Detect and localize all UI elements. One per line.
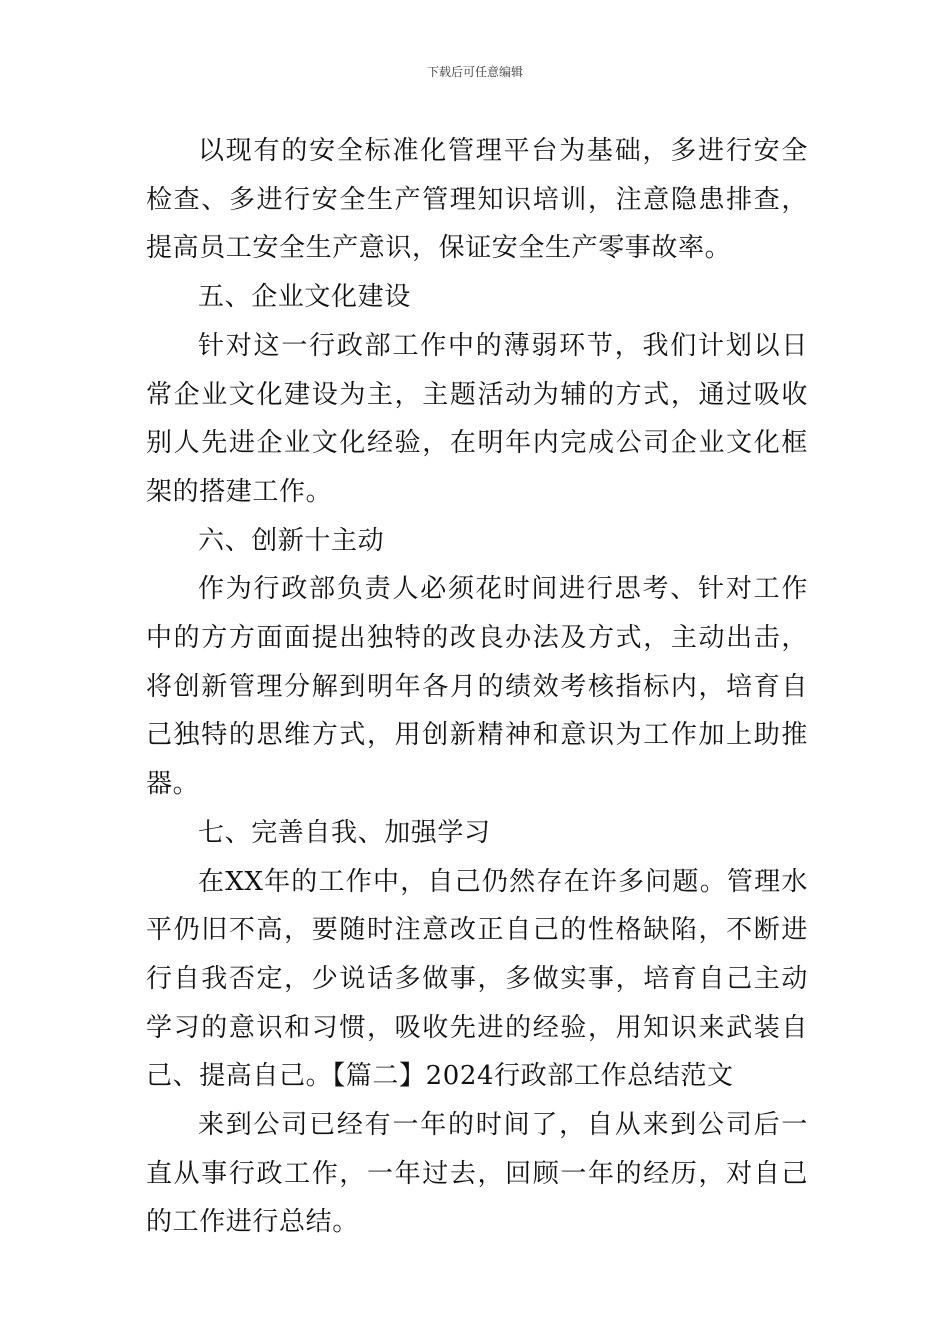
paragraph-culture: 针对这一行政部工作中的薄弱环节，我们计划以日常企业文化建设为主，主题活动为辅的方式，通过吸收别人先进企业文化经验，在明年内完成公司企业文化框架的搭建工作。 xyxy=(146,330,808,507)
page-header: 下载后可任意编辑 xyxy=(426,65,523,79)
paragraph-self-improvement: 在XX年的工作中，自己仍然存在许多问题。管理水平仍旧不高，要随时注意改正自己的性格缺陷，不断进行自我否定，少说话多做事，多做实事，培育自己主动学习的意识和习惯，吸收先进的经验，用知识来武装自己、提高自己。【篇二】2024行政部工作总结范文 xyxy=(146,866,808,1092)
document-body xyxy=(146,127,808,1247)
heading-innovation: 六、创新十主动 xyxy=(198,525,385,556)
heading-self-improvement: 七、完善自我、加强学习 xyxy=(198,817,491,848)
heading-culture: 五、企业文化建设 xyxy=(198,282,411,313)
paragraph-innovation: 作为行政部负责人必须花时间进行思考、针对工作中的方方面面提出独特的改良办法及方式，主动出击，将创新管理分解到明年各月的绩效考核指标内，培育自己独特的思维方式，用创新精神和意识为工作加上助推器。 xyxy=(146,574,808,800)
paragraph-summary-intro: 来到公司已经有一年的时间了，自从来到公司后一直从事行政工作，一年过去，回顾一年的经历，对自己的工作进行总结。 xyxy=(146,1110,808,1238)
paragraph-safety: 以现有的安全标准化管理平台为基础，多进行安全检查、多进行安全生产管理知识培训，注意隐患排查，提高员工安全生产意识，保证安全生产零事故率。 xyxy=(146,136,808,264)
